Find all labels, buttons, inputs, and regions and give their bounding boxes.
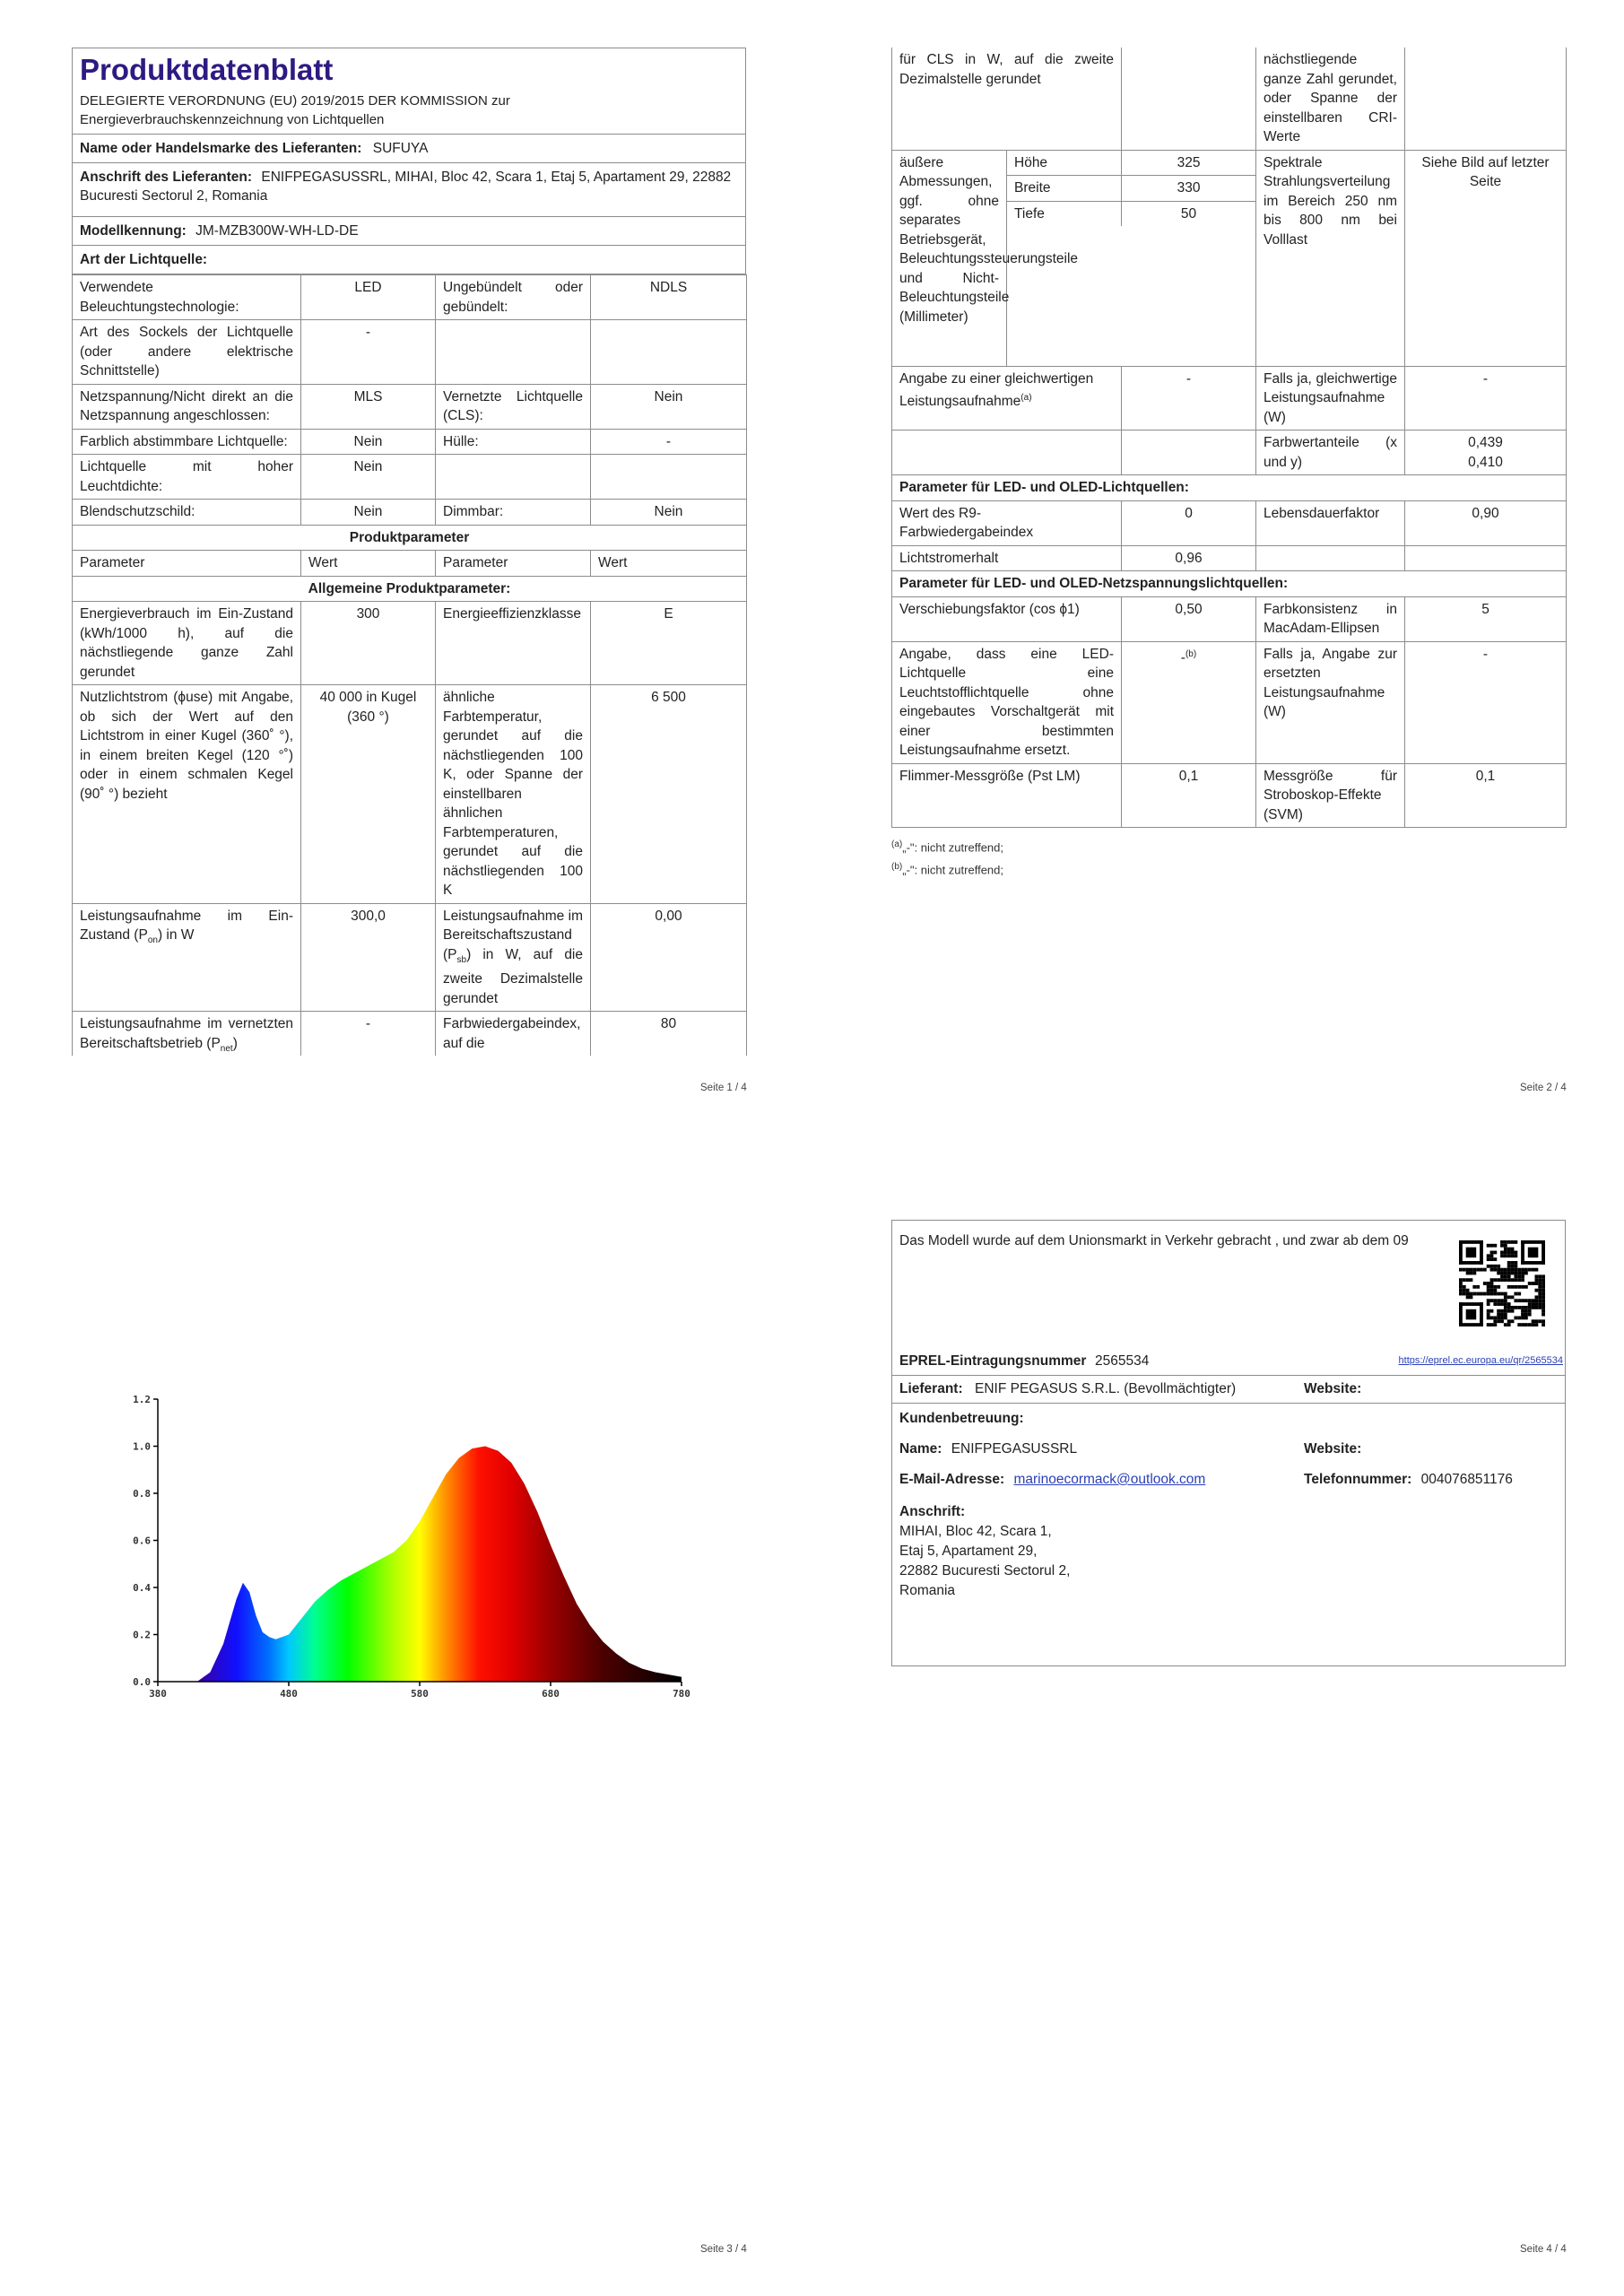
param-label: Vernetzte Lichtquelle (CLS): (436, 384, 591, 429)
table-row (73, 384, 747, 429)
led-params-heading: Parameter für LED- und OLED-Lichtquellen: (892, 475, 1567, 501)
model-row (73, 217, 745, 246)
param-value: 0,00 (591, 903, 747, 1012)
param-label (436, 1012, 591, 1057)
support-name-row (899, 1441, 1077, 1457)
x-tick-label: 480 (280, 1688, 298, 1700)
y-tick-label: 0.0 (133, 1676, 151, 1688)
empty-cell (1122, 430, 1256, 475)
page-footer: Seite 1 / 4 (700, 1083, 747, 1093)
pnet-sub: net (220, 1043, 233, 1054)
table-row (892, 430, 1567, 475)
y-tick-label: 0.8 (133, 1488, 151, 1500)
support-label: Kundenbetreuung: (899, 1411, 1024, 1426)
regulation-text: DELEGIERTE VERORDNUNG (EU) 2019/2015 DER KOMMISSION zur Energieverbrauchskennzeichnung von Lichtquellen (80, 93, 510, 127)
address-line: 22882 Bucuresti Sectorul 2, (899, 1563, 1071, 1578)
col-header: Wert (301, 551, 436, 577)
param-value: - (301, 320, 436, 385)
dim-label: Breite (1007, 176, 1122, 202)
y-tick-label: 0.2 (133, 1629, 151, 1641)
footnote-b-text: „-": nicht zutreffend; (902, 863, 1003, 877)
supplier-row (892, 1376, 1565, 1404)
life-label: Lebensdauerfaktor (1256, 500, 1405, 545)
replace-label: Angabe, dass eine LED-Lichtquelle eine Leuchtstofflichtquelle ohne eingebautes Vorschaltgerät mit einer bestimmten Leistungsaufnahme ersetzt. (892, 641, 1122, 763)
market-box (891, 1220, 1566, 1666)
spectral-label: Spektrale Strahlungsverteilung im Bereich 250 nm bis 800 nm bei Volllast (1256, 150, 1405, 366)
psb-label: Leistungsaufnahme im Bereitschaftszustand (P (443, 908, 583, 962)
y-tick-label: 1.0 (133, 1440, 151, 1453)
param-label: Nutzlichtstrom (ϕuse) mit Angabe, ob sich der Wert auf den Lichtstrom in einer Kugel (360˚ °), in einem breiten Kegel (120 °˚) oder in einem schmalen Kegel (90˚ °) bezieht (73, 685, 301, 904)
model-label: Modellkennung: (80, 223, 187, 239)
param-label: Blendschutzschild: (73, 500, 301, 526)
phone-row (1304, 1472, 1513, 1488)
email-row (899, 1472, 1205, 1488)
dim-label: Höhe (1007, 151, 1122, 176)
dimensions-label: äußere Abmessungen, ggf. ohne separates Betriebsgerät, Beleuchtungssteuerungsteile und Nicht-Beleuchtungsteile (Millimeter) (892, 150, 1007, 366)
x-tick-label: 580 (411, 1688, 429, 1700)
email-label: E-Mail-Adresse: (899, 1472, 1005, 1487)
param-value (1122, 48, 1256, 150)
address-line: Romania (899, 1583, 956, 1598)
param-label: Lichtquelle mit hoher Leuchtdichte: (73, 455, 301, 500)
params-table-continued (891, 48, 1567, 828)
table-row (892, 763, 1567, 828)
param-value: 300,0 (301, 903, 436, 1012)
table-row (892, 150, 1567, 366)
param-value: MLS (301, 384, 436, 429)
empty-cell (1405, 545, 1567, 571)
x-tick-label: 780 (673, 1688, 690, 1700)
page-footer: Seite 4 / 4 (1520, 2244, 1567, 2255)
y-tick-label: 0.6 (133, 1535, 151, 1547)
param-label (436, 455, 591, 500)
table-row (73, 320, 747, 385)
empty-cell (892, 430, 1122, 475)
supplier-value: ENIF PEGASUS S.R.L. (Bevollmächtigter) (975, 1381, 1237, 1396)
footnote-ref-a: (a) (1020, 393, 1032, 403)
supplier-address: ENIFPEGASUSSRL, MIHAI, Bloc 42, Scara 1, Etaj 5, Apartament 29, 22882 Bucuresti Sectorul 2, Romania (80, 170, 732, 204)
address-block (899, 1502, 1070, 1601)
dim-value: 50 (1122, 201, 1255, 226)
table-row (73, 429, 747, 455)
page-footer: Seite 2 / 4 (1520, 1083, 1567, 1093)
param-label: Dimmbar: (436, 500, 591, 526)
param-label: Art des Sockels der Lichtquelle (oder andere elektrische Schnittstelle) (73, 320, 301, 385)
param-label: Energieverbrauch im Ein-Zustand (kWh/1000 h), auf die nächstliegende ganze Zahl gerundet (73, 602, 301, 685)
param-value: - (591, 429, 747, 455)
supplier-label: Lieferant: (899, 1381, 963, 1396)
param-value (591, 455, 747, 500)
footnote-a-text: „-": nicht zutreffend; (902, 840, 1003, 855)
footnote-a-mark: (a) (891, 839, 903, 849)
param-label: Netzspannung/Nicht direkt an die Netzspannung angeschlossen: (73, 384, 301, 429)
param-label (436, 903, 591, 1012)
equiv-value: - (1122, 366, 1256, 430)
table-row (73, 685, 747, 904)
consistency-label: Farbkonsistenz in MacAdam-Ellipsen (1256, 596, 1405, 641)
chroma-y: 0,410 (1468, 454, 1503, 470)
param-value: Nein (301, 429, 436, 455)
phone-label: Telefonnummer: (1304, 1472, 1412, 1487)
supplier-address-row (73, 163, 745, 217)
pon-label-end: ) in W (157, 927, 195, 943)
page-title: Produktdatenblatt (80, 53, 334, 86)
r9-value: 0 (1122, 500, 1256, 545)
eprel-link[interactable]: https://eprel.ec.europa.eu/qr/2565534 (1398, 1355, 1563, 1366)
param-value: E (591, 602, 747, 685)
footnote-ref-b: (b) (1185, 648, 1197, 659)
spectrum-area (197, 1447, 682, 1683)
param-value: LED (301, 275, 436, 320)
chroma-label: Farbwertanteile (x und y) (1256, 430, 1405, 475)
eprel-number: 2565534 (1095, 1353, 1150, 1369)
param-label: Farblich abstimmbare Lichtquelle: (73, 429, 301, 455)
address-label: Anschrift: (899, 1504, 966, 1519)
equiv-label (892, 366, 1122, 430)
pon-label: Leistungsaufnahme im Ein-Zustand (P (80, 908, 293, 943)
shift-value: 0,50 (1122, 596, 1256, 641)
footnotes (891, 835, 1566, 881)
psb-sub: sb (456, 954, 467, 965)
param-value (1405, 48, 1567, 150)
param-value: 40 000 in Kugel (360 °) (301, 685, 436, 904)
address-line: Etaj 5, Apartament 29, (899, 1544, 1038, 1559)
page-2 (891, 48, 1566, 881)
email-link[interactable]: marinoecormack@outlook.com (1013, 1472, 1206, 1487)
footnote-a (891, 835, 1566, 857)
x-tick-label: 380 (149, 1688, 167, 1700)
flux-label: Lichtstromerhalt (892, 545, 1122, 571)
flicker-label: Flimmer-Messgröße (Pst LM) (892, 763, 1122, 828)
supplier-address-label: Anschrift des Lieferanten: (80, 170, 253, 185)
param-label (436, 320, 591, 385)
header-box (72, 48, 746, 274)
page-3 (72, 1220, 746, 1726)
param-value (591, 320, 747, 385)
table-row (73, 500, 747, 526)
replace-value-text: - (1180, 649, 1185, 665)
table-row (73, 1012, 747, 1057)
table-row (73, 602, 747, 685)
table-row (73, 275, 747, 320)
y-tick-label: 1.2 (133, 1394, 151, 1405)
flux-value: 0,96 (1122, 545, 1256, 571)
model-value: JM-MZB300W-WH-LD-DE (195, 223, 359, 239)
eprel-row (892, 1350, 1565, 1376)
param-label: ähnliche Farbtemperatur, gerundet auf die nächstliegenden 100 K, oder Spanne der einstellbaren ähnlichen Farbtemperaturen, gerundet auf die nächstliegenden 100 K (436, 685, 591, 904)
table-row (892, 366, 1567, 430)
dim-value: 330 (1122, 176, 1255, 202)
shift-label: Verschiebungsfaktor (cos ϕ1) (892, 596, 1122, 641)
param-label: nächstliegende ganze Zahl gerundet, oder Spanne der einstellbaren CRI-Werte (1256, 48, 1405, 150)
param-label: Energieeffizienzklasse (436, 602, 591, 685)
eprel-label: EPREL-Eintragungsnummer (899, 1353, 1087, 1369)
param-value: 80 (591, 1012, 747, 1057)
footnote-b (891, 857, 1566, 880)
life-value: 0,90 (1405, 500, 1567, 545)
light-type-table (72, 274, 747, 1056)
name-label: Name: (899, 1441, 942, 1457)
param-value: Nein (301, 500, 436, 526)
replace-power-value: - (1405, 641, 1567, 763)
cri-label: Farbwiedergabeindex, auf die (443, 1016, 581, 1051)
param-label (73, 1012, 301, 1057)
param-value: 300 (301, 602, 436, 685)
qr-code-icon[interactable] (1459, 1240, 1545, 1326)
table-row (73, 455, 747, 500)
col-header: Parameter (436, 551, 591, 577)
name-value: ENIFPEGASUSSRL (951, 1441, 1078, 1457)
dimensions-table (1007, 151, 1255, 227)
param-value: Nein (591, 500, 747, 526)
param-label: Ungebündelt oder gebündelt: (436, 275, 591, 320)
chroma-x: 0,439 (1468, 435, 1503, 450)
market-text: Das Modell wurde auf dem Unionsmarkt in Verkehr gebracht , und zwar ab dem 09 (899, 1233, 1409, 1248)
page-4 (891, 1220, 1566, 1666)
r9-label: Wert des R9-Farbwiedergabeindex (892, 500, 1122, 545)
page-1 (72, 48, 746, 1056)
footnote-b-mark: (b) (891, 862, 903, 873)
column-header-row (73, 551, 747, 577)
param-label: Verwendete Beleuchtungstechnologie: (73, 275, 301, 320)
param-label (73, 903, 301, 1012)
param-value: Nein (301, 455, 436, 500)
replace-power-label: Falls ja, Angabe zur ersetzten Leistungsaufnahme (W) (1256, 641, 1405, 763)
pnet-label: Leistungsaufnahme im vernetzten Bereitschaftsbetrieb (P (80, 1016, 293, 1051)
address-line: MIHAI, Bloc 42, Scara 1, (899, 1524, 1052, 1539)
param-value: Nein (591, 384, 747, 429)
col-header: Parameter (73, 551, 301, 577)
supplier-name-row (73, 135, 745, 163)
product-params-heading: Produktparameter (73, 525, 747, 551)
col-header: Wert (591, 551, 747, 577)
consistency-value: 5 (1405, 596, 1567, 641)
equiv-power-value: - (1405, 366, 1567, 430)
psb-label-end: ) in W, auf die zweite Dezimalstelle gerundet (443, 946, 583, 1006)
website-label: Website: (1304, 1381, 1362, 1396)
chroma-values (1405, 430, 1567, 475)
support-website-label: Website: (1304, 1441, 1362, 1457)
spectral-value: Siehe Bild auf letzter Seite (1405, 150, 1567, 366)
table-row (892, 545, 1567, 571)
light-type-heading: Art der Lichtquelle: (73, 246, 745, 274)
y-tick-label: 0.4 (133, 1582, 151, 1594)
strobo-value: 0,1 (1405, 763, 1567, 828)
dim-value: 325 (1122, 151, 1255, 176)
replace-value (1122, 641, 1256, 763)
table-row (892, 641, 1567, 763)
x-tick-label: 680 (542, 1688, 560, 1700)
empty-cell (1256, 545, 1405, 571)
table-row (73, 903, 747, 1012)
param-value: NDLS (591, 275, 747, 320)
dim-label: Tiefe (1007, 201, 1122, 226)
flicker-value: 0,1 (1122, 763, 1256, 828)
table-row (892, 596, 1567, 641)
param-value: 6 500 (591, 685, 747, 904)
spectrum-chart (72, 1220, 746, 1722)
equiv-label-text: Angabe zu einer gleichwertigen Leistungsaufnahme (899, 370, 1094, 410)
page-footer: Seite 3 / 4 (700, 2244, 747, 2255)
param-label: Hülle: (436, 429, 591, 455)
param-value: - (301, 1012, 436, 1057)
pon-sub: on (147, 935, 158, 946)
strobo-label: Messgröße für Stroboskop-Effekte (SVM) (1256, 763, 1405, 828)
supplier-name: SUFUYA (372, 141, 429, 156)
table-row (892, 500, 1567, 545)
mains-params-heading: Parameter für LED- und OLED-Netzspannungslichtquellen: (892, 571, 1567, 597)
phone-value: 004076851176 (1420, 1472, 1513, 1487)
supplier-name-label: Name oder Handelsmarke des Lieferanten: (80, 141, 362, 156)
pnet-label-end: ) (232, 1035, 238, 1051)
general-params-heading: Allgemeine Produktparameter: (73, 576, 747, 602)
equiv-power-label: Falls ja, gleichwertige Leistungsaufnahme (W) (1256, 366, 1405, 430)
param-label: für CLS in W, auf die zweite Dezimalstelle gerundet (892, 48, 1122, 150)
table-row (892, 48, 1567, 150)
